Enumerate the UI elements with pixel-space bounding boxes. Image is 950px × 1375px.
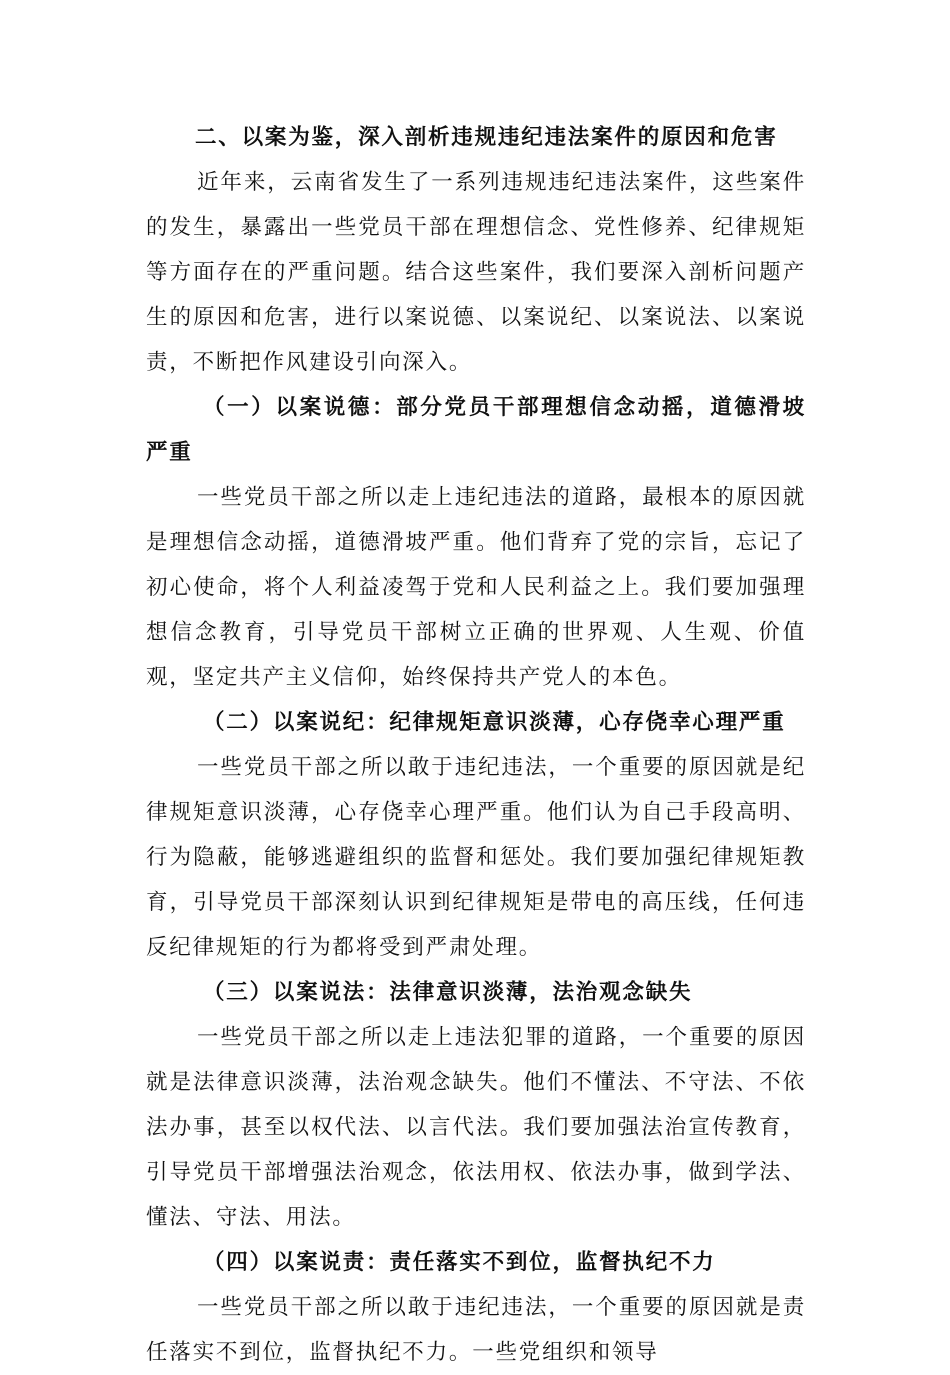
subsection-body-1: 一些党员干部之所以走上违纪违法的道路，最根本的原因就是理想信念动摇，道德滑坡严重。他们背弃了党的宗旨，忘记了初心使命，将个人利益凌驾于党和人民利益之上。我们要加强理想信念教育，引导党员干部树立正确的世界观、人生观、价值观，坚定共产主义信仰，始终保持共产党人的本色。 [146, 485, 806, 690]
subsection-heading-1: （一）以案说德：部分党员干部理想信念动摇，道德滑坡严重 [146, 395, 806, 465]
subsection-heading-2: （二）以案说纪：纪律规矩意识淡薄，心存侥幸心理严重 [203, 710, 786, 735]
section-heading: 二、以案为鉴，深入剖析违规违纪违法案件的原因和危害 [195, 125, 778, 150]
document-page [146, 115, 806, 1375]
subsection-body-2: 一些党员干部之所以敢于违纪违法，一个重要的原因就是纪律规矩意识淡薄，心存侥幸心理严重。他们认为自己手段高明、行为隐蔽，能够逃避组织的监督和惩处。我们要加强纪律规矩教育，引导党员干部深刻认识到纪律规矩是带电的高压线，任何违反纪律规矩的行为都将受到严肃处理。 [146, 755, 806, 960]
intro-paragraph: 近年来，云南省发生了一系列违规违纪违法案件，这些案件的发生，暴露出一些党员干部在理想信念、党性修养、纪律规矩等方面存在的严重问题。结合这些案件，我们要深入剖析问题产生的原因和危害，进行以案说德、以案说纪、以案说法、以案说责，不断把作风建设引向深入。 [146, 170, 806, 375]
subsection-body-4: 一些党员干部之所以敢于违纪违法，一个重要的原因就是责任落实不到位，监督执纪不力。一些党组织和领导 [146, 1295, 806, 1365]
subsection-heading-3: （三）以案说法：法律意识淡薄，法治观念缺失 [203, 980, 693, 1005]
subsection-heading-4: （四）以案说责：责任落实不到位，监督执纪不力 [203, 1250, 716, 1275]
subsection-body-3: 一些党员干部之所以走上违法犯罪的道路，一个重要的原因就是法律意识淡薄，法治观念缺失。他们不懂法、不守法、不依法办事，甚至以权代法、以言代法。我们要加强法治宣传教育，引导党员干部增强法治观念，依法用权、依法办事，做到学法、懂法、守法、用法。 [146, 1025, 806, 1230]
